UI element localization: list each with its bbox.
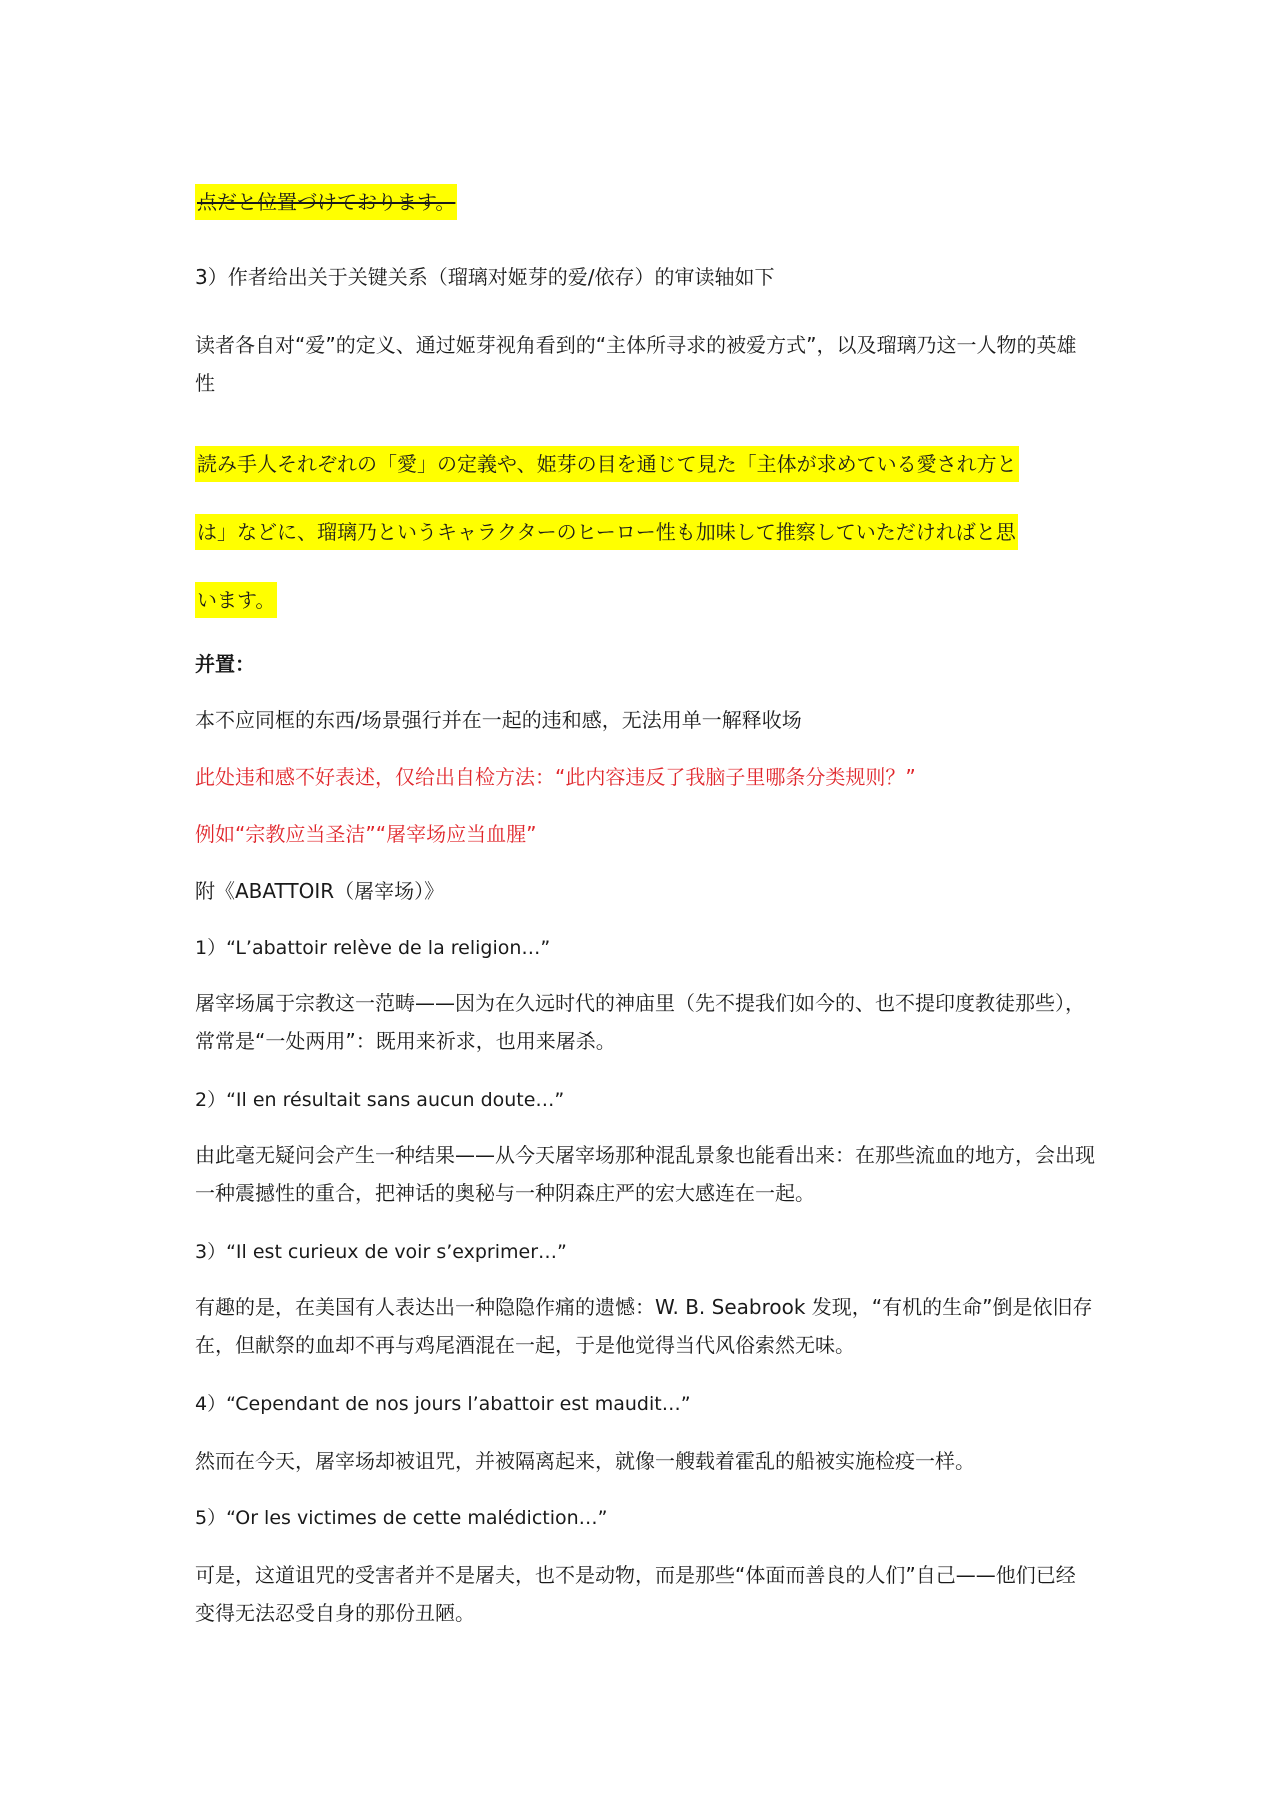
quote-5: 5）“Or les victimes de cette malédiction…” xyxy=(195,1507,608,1529)
quote-1-block xyxy=(195,929,1095,967)
jp-highlight-line-1-block xyxy=(195,430,1095,498)
jp-highlight-line-1: 読み手人それぞれの「愛」の定義や、姫芽の目を通じて見た「主体が求めている愛され方と xyxy=(195,446,1019,482)
translation-4: 然而在今天，屠宰场却被诅咒，并被隔离起来，就像一艘载着霍乱的船被实施检疫一样。 xyxy=(195,1449,975,1473)
quote-5-block xyxy=(195,1499,1095,1537)
jp-strike-line: 点だと位置づけております。 xyxy=(195,184,457,220)
item3-heading-block xyxy=(195,258,1095,296)
jp-highlight-line-3-block xyxy=(195,566,1095,634)
translation-1: 屠宰场属于宗教这一范畴——因为在久远时代的神庙里（先不提我们如今的、也不提印度教徒那些），常常是“一处两用”：既用来祈求，也用来屠杀。 xyxy=(195,991,1085,1053)
translation-3-block xyxy=(195,1288,1095,1364)
red-note-1: 此处违和感不好表述，仅给出自检方法：“此内容违反了我脑子里哪条分类规则？” xyxy=(195,765,916,789)
quote-3-block xyxy=(195,1233,1095,1271)
translation-2-block xyxy=(195,1136,1095,1212)
appendix-title-block xyxy=(195,872,1095,910)
translation-3: 有趣的是，在美国有人表达出一种隐隐作痛的遗憾：W. B. Seabrook 发现，“有机的生命”倒是依旧存在，但献祭的血却不再与鸡尾酒混在一起，于是他觉得当代风俗索然无味。 xyxy=(195,1295,1093,1357)
quote-4-block xyxy=(195,1385,1095,1423)
jp-highlight-line-2-block xyxy=(195,498,1095,566)
juxtaposition-heading-block xyxy=(195,645,1095,683)
juxtaposition-heading: 并置： xyxy=(195,652,255,676)
red-note-1-block xyxy=(195,758,1095,796)
translation-1-block xyxy=(195,984,1095,1060)
quote-3: 3）“Il est curieux de voir s’exprimer…” xyxy=(195,1241,567,1263)
quote-1: 1）“L’abattoir relève de la religion…” xyxy=(195,937,551,959)
jp-strike-block xyxy=(195,168,1095,236)
red-note-2-block xyxy=(195,815,1095,853)
reader-axis-text: 读者各自对“爱”的定义、通过姬芽视角看到的“主体所寻求的被爱方式”，以及瑠璃乃这一人物的英雄性 xyxy=(195,333,1077,395)
translation-5: 可是，这道诅咒的受害者并不是屠夫，也不是动物，而是那些“体面而善良的人们”自己——他们已经变得无法忍受自身的那份丑陋。 xyxy=(195,1563,1076,1625)
jp-highlight-line-3: います。 xyxy=(195,582,277,618)
translation-2: 由此毫无疑问会产生一种结果——从今天屠宰场那种混乱景象也能看出来：在那些流血的地方，会出现一种震撼性的重合，把神话的奥秘与一种阴森庄严的宏大感连在一起。 xyxy=(195,1143,1095,1205)
appendix-title: 附《ABATTOIR（屠宰场）》 xyxy=(195,879,445,903)
quote-2: 2）“Il en résultait sans aucun doute…” xyxy=(195,1089,565,1111)
juxtaposition-def: 本不应同框的东西/场景强行并在一起的违和感，无法用单一解释收场 xyxy=(195,708,802,732)
quote-2-block xyxy=(195,1081,1095,1119)
quote-4: 4）“Cependant de nos jours l’abattoir est maudit…” xyxy=(195,1393,691,1415)
translation-4-block xyxy=(195,1442,1095,1480)
item3-heading: 3）作者给出关于关键关系（瑠璃对姬芽的爱/依存）的审读轴如下 xyxy=(195,265,775,289)
jp-highlight-line-2: は」などに、瑠璃乃というキャラクターのヒーロー性も加味して推察していただければと思 xyxy=(195,514,1018,550)
red-note-2: 例如“宗教应当圣洁”“屠宰场应当血腥” xyxy=(195,822,537,846)
reader-axis-block xyxy=(195,326,1095,402)
juxtaposition-def-block xyxy=(195,701,1095,739)
translation-5-block xyxy=(195,1556,1095,1632)
